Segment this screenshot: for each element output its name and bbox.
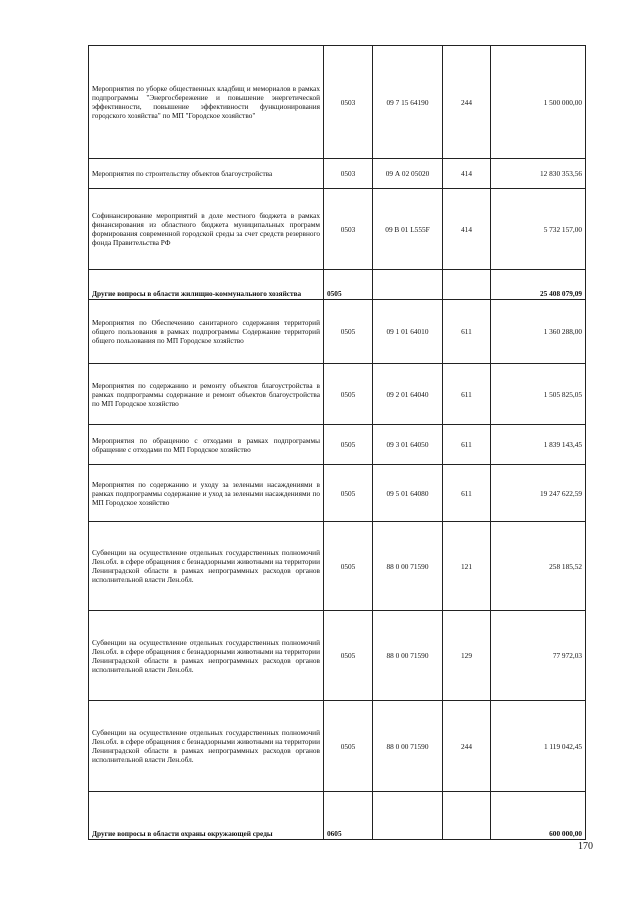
row-type: 611 — [443, 300, 491, 364]
row-type: 611 — [443, 425, 491, 465]
section-amount: 600 000,00 — [491, 792, 586, 840]
row-amount: 1 839 143,45 — [491, 425, 586, 465]
row-type: 244 — [443, 46, 491, 159]
table-row — [89, 701, 586, 792]
row-section: 0505 — [324, 300, 373, 364]
table-row — [89, 46, 586, 159]
row-section: 0505 — [324, 425, 373, 465]
table-row — [89, 611, 586, 701]
row-target: 09 В 01 L555F — [373, 189, 443, 270]
row-target: 09 7 15 64190 — [373, 46, 443, 159]
row-name: Субвенции на осуществление отдельных государственных полномочий Лен.обл. в сфере обращения с безнадзорными животными на территории Ленинградской области в рамках непрограммных расходов органов исполнительной власти Лен.обл. — [89, 522, 324, 611]
row-target: 09 5 01 64080 — [373, 465, 443, 522]
row-amount: 5 732 157,00 — [491, 189, 586, 270]
section-row — [89, 270, 586, 300]
table-row — [89, 465, 586, 522]
row-type — [443, 270, 491, 300]
section-code: 0505 — [324, 270, 373, 300]
table-row — [89, 300, 586, 364]
row-type: 611 — [443, 465, 491, 522]
section-code: 0605 — [324, 792, 373, 840]
row-section: 0505 — [324, 364, 373, 425]
row-type: 129 — [443, 611, 491, 701]
row-name: Мероприятия по строительству объектов благоустройства — [89, 159, 324, 189]
row-name: Мероприятия по Обеспечению санитарного содержания территорий общего пользования в рамках подпрограммы Содержание территорий общего пользования по МП Городское хозяйство — [89, 300, 324, 364]
row-amount: 258 185,52 — [491, 522, 586, 611]
table-row — [89, 364, 586, 425]
row-section: 0505 — [324, 465, 373, 522]
table-row — [89, 522, 586, 611]
row-type: 121 — [443, 522, 491, 611]
page-number: 170 — [578, 841, 593, 852]
row-amount: 12 830 353,56 — [491, 159, 586, 189]
section-row — [89, 792, 586, 840]
table-row — [89, 159, 586, 189]
row-target: 09 1 01 64010 — [373, 300, 443, 364]
row-target: 88 0 00 71590 — [373, 611, 443, 701]
table-row — [89, 189, 586, 270]
row-name: Мероприятия по уборке общественных кладбищ и мемориалов в рамках подпрограммы "Энергосбережение и повышение энергетической эффективности, повышение эффективности функционирования городского хозяйства" по МП "Городское хозяйство" — [89, 46, 324, 159]
row-amount: 1 360 288,00 — [491, 300, 586, 364]
row-name: Субвенции на осуществление отдельных государственных полномочий Лен.обл. в сфере обращения с безнадзорными животными на территории Ленинградской области в рамках непрограммных расходов органов исполнительной власти Лен.обл. — [89, 701, 324, 792]
row-amount: 1 119 042,45 — [491, 701, 586, 792]
row-target: 09 2 01 64040 — [373, 364, 443, 425]
table-row — [89, 425, 586, 465]
row-target: 88 0 00 71590 — [373, 522, 443, 611]
section-name: Другие вопросы в области жилищно-коммунального хозяйства — [89, 270, 324, 300]
row-section: 0505 — [324, 522, 373, 611]
row-type: 244 — [443, 701, 491, 792]
row-section: 0505 — [324, 701, 373, 792]
row-amount: 77 972,03 — [491, 611, 586, 701]
row-amount: 19 247 622,59 — [491, 465, 586, 522]
row-target: 09 А 02 05020 — [373, 159, 443, 189]
row-name: Софинансирование мероприятий в доле местного бюджета в рамках финансирования из областного бюджета муниципальных программ формирования современной городской среды за счет средств резервного фонда Правительства РФ — [89, 189, 324, 270]
row-type: 414 — [443, 159, 491, 189]
row-name: Мероприятия по содержанию и уходу за зелеными насаждениями в рамках подпрограммы содержание и уход за зелеными насаждениями по МП Городское хозяйство — [89, 465, 324, 522]
row-amount: 1 505 825,05 — [491, 364, 586, 425]
row-name: Мероприятия по обращению с отходами в рамках подпрограммы обращение с отходами по МП Городское хозяйство — [89, 425, 324, 465]
row-target: 88 0 00 71590 — [373, 701, 443, 792]
row-amount: 1 500 000,00 — [491, 46, 586, 159]
row-type — [443, 792, 491, 840]
budget-table — [88, 45, 586, 840]
section-amount: 25 408 079,09 — [491, 270, 586, 300]
row-target — [373, 270, 443, 300]
row-name: Мероприятия по содержанию и ремонту объектов благоустройства в рамках подпрограммы содержание и ремонт объектов благоустройства по МП Городское хозяйство — [89, 364, 324, 425]
section-name: Другие вопросы в области охраны окружающей среды — [89, 792, 324, 840]
row-section: 0503 — [324, 46, 373, 159]
row-type: 414 — [443, 189, 491, 270]
row-type: 611 — [443, 364, 491, 425]
row-section: 0503 — [324, 189, 373, 270]
row-target: 09 3 01 64050 — [373, 425, 443, 465]
row-section: 0503 — [324, 159, 373, 189]
row-section: 0505 — [324, 611, 373, 701]
row-name: Субвенции на осуществление отдельных государственных полномочий Лен.обл. в сфере обращения с безнадзорными животными на территории Ленинградской области в рамках непрограммных расходов органов исполнительной власти Лен.обл. — [89, 611, 324, 701]
row-target — [373, 792, 443, 840]
